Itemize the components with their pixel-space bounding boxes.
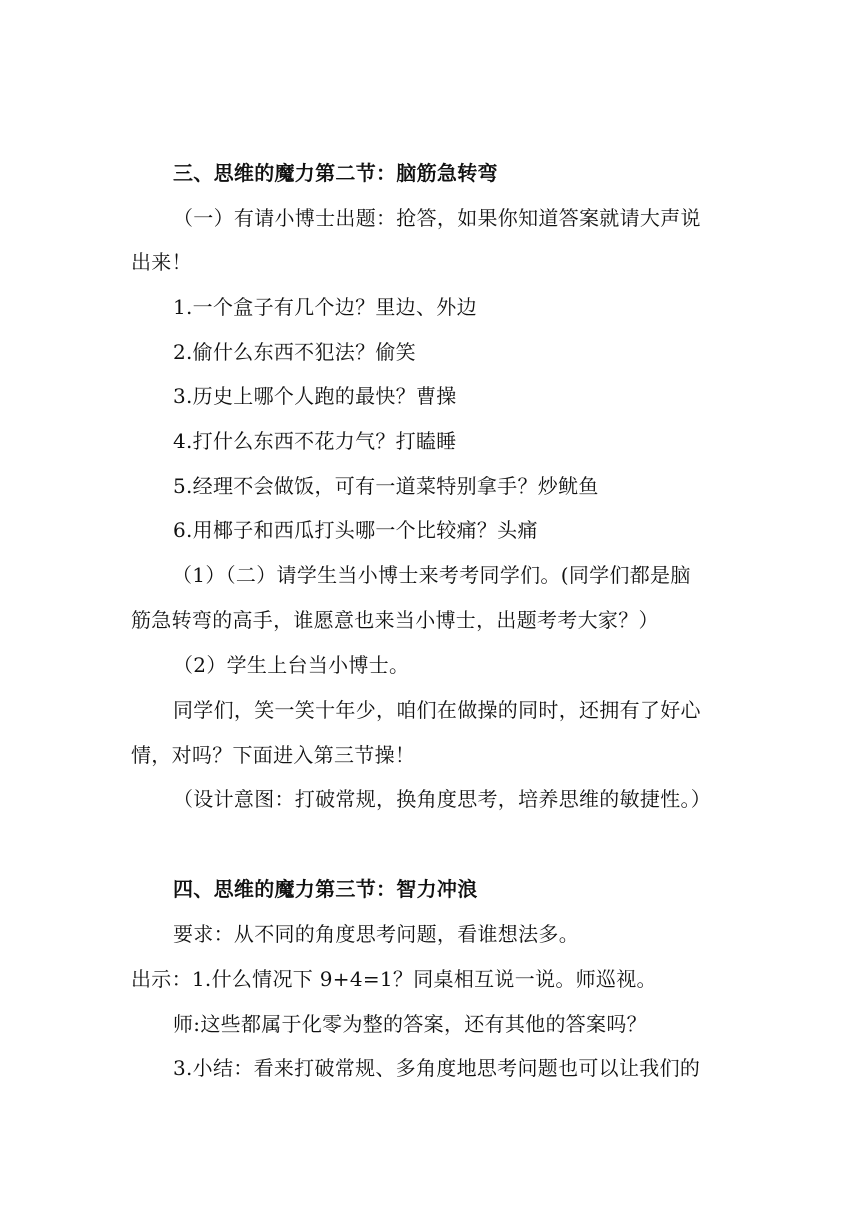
part2-line1: （1）（二）请学生当小博士来考考同学们。(同学们都是脑 [172, 563, 691, 587]
question-3: 3.历史上哪个人跑的最快？曹操 [173, 384, 457, 408]
part2-line2: 筋急转弯的高手，谁愿意也来当小博士，出题考考大家？） [131, 608, 659, 632]
section4-summary: 3.小结：看来打破常规、多角度地思考问题也可以让我们的 [173, 1056, 701, 1080]
question-6: 6.用椰子和西瓜打头哪一个比较痛？头痛 [173, 518, 538, 542]
transition-line1: 同学们，笑一笑十年少，咱们在做操的同时，还拥有了好心 [173, 698, 701, 722]
question-4: 4.打什么东西不花力气？打瞌睡 [173, 429, 457, 453]
section4-show: 出示：1.什么情况下 9+4=1？同桌相互说一说。师巡视。 [131, 967, 657, 991]
section3-intro-line2: 出来！ [131, 250, 192, 274]
design-intent: （设计意图：打破常规，换角度思考，培养思维的敏捷性。） [173, 787, 712, 811]
question-2: 2.偷什么东西不犯法？偷笑 [173, 340, 416, 364]
question-1: 1.一个盒子有几个边？里边、外边 [173, 295, 477, 319]
section4-teacher: 师:这些都属于化零为整的答案，还有其他的答案吗？ [173, 1012, 647, 1036]
section4-heading: 四、思维的魔力第三节：智力冲浪 [173, 877, 478, 901]
section3-intro-line1: （一）有请小博士出题：抢答，如果你知道答案就请大声说 [173, 206, 701, 230]
question-5: 5.经理不会做饭，可有一道菜特别拿手？炒鱿鱼 [173, 474, 599, 498]
transition-line2: 情，对吗？下面进入第三节操！ [131, 743, 416, 767]
section4-requirement: 要求：从不同的角度思考问题，看谁想法多。 [173, 922, 579, 946]
part2-step2: （2）学生上台当小博士。 [173, 653, 410, 677]
section3-heading: 三、思维的魔力第二节：脑筋急转弯 [173, 161, 498, 185]
